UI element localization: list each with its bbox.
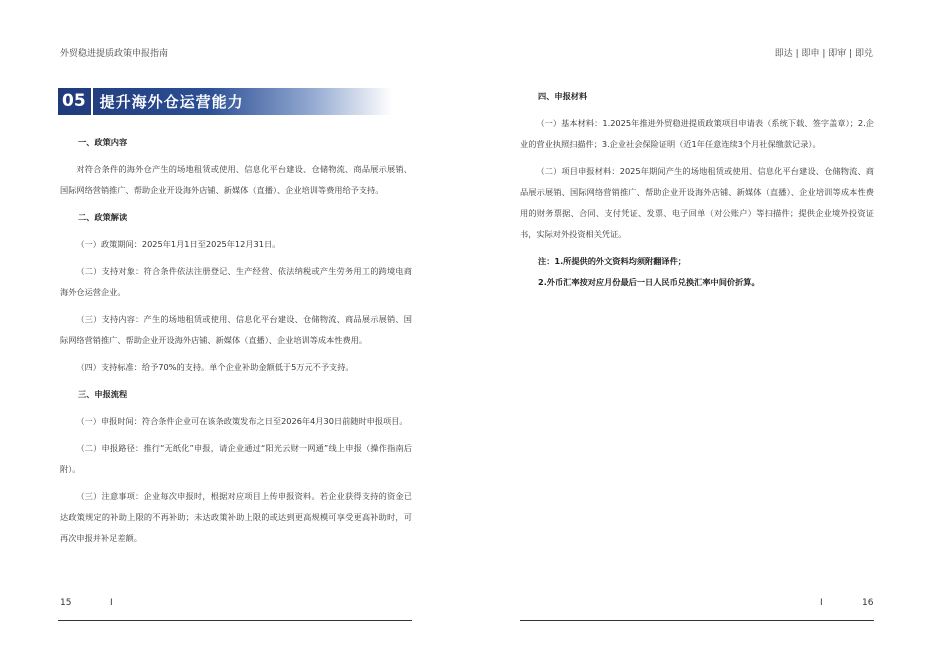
left-column: [60, 128, 412, 555]
heading-policy-interpretation: 二、政策解读: [78, 212, 128, 222]
page-number-left: 15: [60, 598, 72, 608]
paragraph-support-standard: （四）支持标准：给予70%的支持。单个企业补助金额低于5万元不予支持。: [76, 362, 354, 372]
footer-rule-left: [58, 620, 412, 621]
note-exchange-rate: 2.外币汇率按对应月份最后一日人民币兑换汇率中间价折算。: [538, 277, 760, 287]
section-number: 05: [58, 88, 93, 115]
header-tagline: 即达 | 即申 | 即审 | 即兑: [774, 49, 873, 59]
paragraph-support-content: （三）支持内容：产生的场地租赁或使用、信息化平台建设、仓储物流、商品展示展销、国际网络营销推广、帮助企业开设海外店铺、新媒体（直播）、企业培训等成本性费用。: [60, 314, 412, 345]
right-page: [466, 0, 933, 662]
page-number-right: 16: [862, 598, 874, 608]
footer-rule-right: [520, 620, 874, 621]
paragraph-notes: （三）注意事项：企业每次申报时，根据对应项目上传申报资料。若企业获得支持的资金已达政策规定的补助上限的不再补助；未达政策补助上限的或达到更高规模可享受更高补助时，可再次申报并补足差额。: [60, 491, 412, 543]
paragraph-policy-content: 对符合条件的海外仓产生的场地租赁或使用、信息化平台建设、仓储物流、商品展示展销、国际网络营销推广、帮助企业开设海外店铺、新媒体（直播）、企业培训等费用给予支持。: [60, 164, 412, 195]
right-column: [520, 82, 874, 293]
header-document-title: 外贸稳进提质政策申报指南: [60, 49, 169, 59]
note-translation: 注：1.所提供的外文资料均须附翻译件；: [538, 256, 686, 266]
paragraph-basic-materials: （一）基本材料：1.2025年推进外贸稳进提质政策项目申请表（系统下载、签字盖章）；2.企业的营业执照扫描件；3.企业社会保险证明（近1年任意连续3个月社保缴款记录）。: [520, 118, 874, 149]
heading-policy-content: 一、政策内容: [78, 137, 128, 147]
section-title: 提升海外仓运营能力: [99, 93, 244, 111]
footer-separator-right: I: [820, 598, 823, 608]
paragraph-application-path: （二）申报路径：推行“无纸化”申报，请企业通过“阳光云财一网通”线上申报（操作指南后附）。: [60, 443, 412, 474]
left-page: [0, 0, 466, 662]
footer-separator-left: I: [110, 598, 113, 608]
paragraph-policy-period: （一）政策期间：2025年1月1日至2025年12月31日。: [76, 239, 281, 249]
section-title-bar: [58, 88, 392, 115]
paragraph-support-target: （二）支持对象：符合条件依法注册登记、生产经营、依法纳税或产生劳务用工的跨境电商海外仓运营企业。: [60, 266, 412, 297]
paragraph-application-time: （一）申报时间：符合条件企业可在该条政策发布之日至2026年4月30日前随时申报项目。: [76, 416, 408, 426]
paragraph-project-materials: （二）项目申报材料：2025年期间产生的场地租赁或使用、信息化平台建设、仓储物流、商品展示展销、国际网络营销推广、帮助企业开设海外店铺、新媒体（直播）、企业培训等成本性费用的财务票据、合同、支付凭证、发票、电子回单（对公账户）等扫描件；提供企业境外投资证书，实际对外投资相关凭证。: [520, 166, 874, 239]
heading-application-materials: 四、申报材料: [538, 91, 588, 101]
heading-application-process: 三、申报流程: [78, 389, 128, 399]
